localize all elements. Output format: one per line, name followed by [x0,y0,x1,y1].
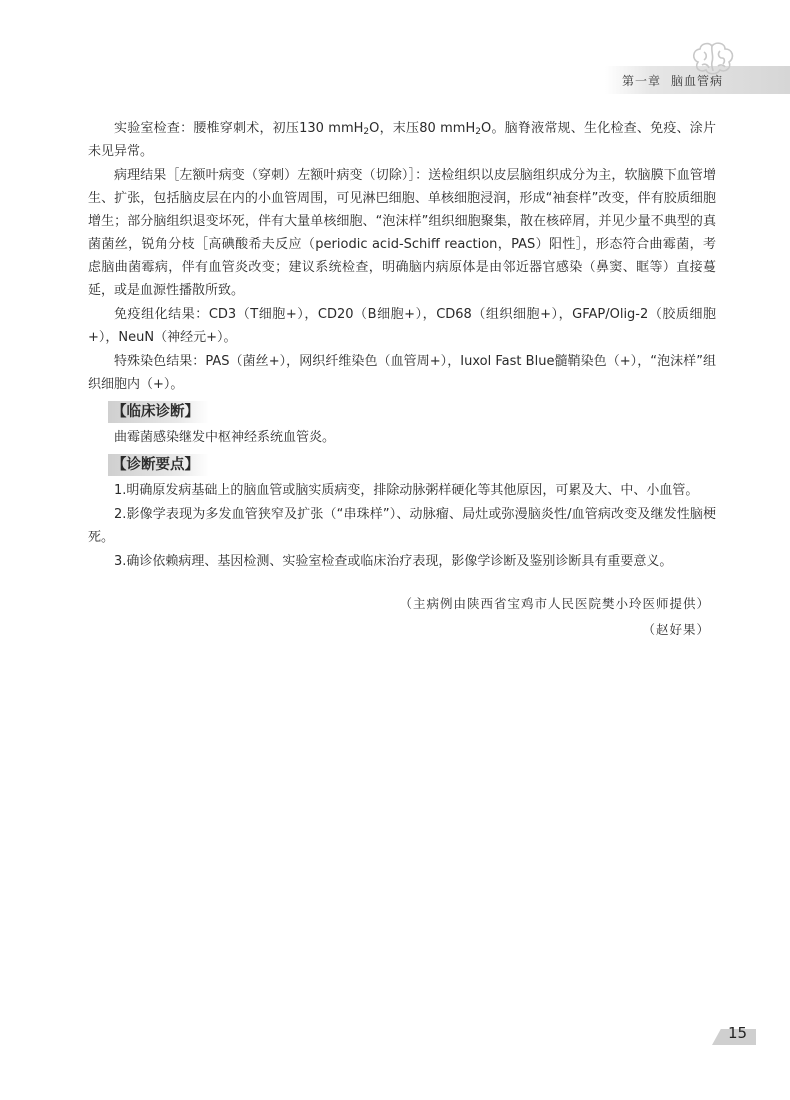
lab-exam-paragraph: 实验室检查：腰椎穿刺术，初压130 mmH$_2$O，末压80 mmH$_2$O。脑脊液常规、生化检查、免疫、涂片未见异常。 [88,121,716,159]
immunohistochemistry-paragraph: 免疫组化结果：CD3（T细胞+），CD20（B细胞+），CD68（组织细胞+），GFAP/Olig-2（胶质细胞+），NeuN（神经元+）。 [88,307,716,345]
diagnosis-key-points-heading: 【诊断要点】 [108,454,209,476]
chapter-label [622,72,723,89]
special-stain-paragraph: 特殊染色结果：PAS（菌丝+），网织纤维染色（血管周+），Iuxol Fast Blue髓鞘染色（+），“泡沫样”组织细胞内（+）。 [88,354,716,392]
key-point-item: 3.确诊依赖病理、基因检测、实验室检查或临床治疗表现，影像学诊断及鉴别诊断具有重要意义。 [114,554,673,569]
author: （赵好果） [642,622,710,637]
key-point-item: 1.明确原发病基础上的脑血管或脑实质病变，排除动脉粥样硬化等其他原因，可累及大、中、小血管。 [114,483,699,498]
chapter-title: 脑血管病 [671,74,724,88]
page-content [88,117,716,643]
page-number: 15 [728,1024,748,1042]
case-provider: （主病例由陕西省宝鸡市人民医院樊小玲医师提供） [399,596,710,611]
clinical-diagnosis-text: 曲霉菌感染继发中枢神经系统血管炎。 [114,430,336,445]
chapter-number: 第一章 [622,74,662,88]
pathology-paragraph: 病理结果［左额叶病变（穿刺）左额叶病变（切除）］：送检组织以皮层脑组织成分为主，软脑膜下血管增生、扩张，包括脑皮层在内的小血管周围，可见淋巴细胞、单核细胞浸润，形成“袖套样”改变，伴有胶质细胞增生；部分脑组织退变坏死，伴有大量单核细胞、“泡沫样”组织细胞聚集，散在核碎屑，并见少量不典型的真菌菌丝，锐角分枝［高碘酸希夫反应（periodic acid-Schiff reaction，PAS）阳性］，形态符合曲霉菌，考虑脑曲菌霉病，伴有血管炎改变；建议系统检查，明确脑内病原体是由邻近器官感染（鼻窦、眶等）直接蔓延，或是血源性播散所致。 [88,168,716,298]
clinical-diagnosis-heading: 【临床诊断】 [108,401,209,423]
credits [88,591,716,643]
key-point-item: 2.影像学表现为多发血管狭窄及扩张（“串珠样”）、动脉瘤、局灶或弥漫脑炎性/血管病改变及继发性脑梗死。 [88,507,716,545]
